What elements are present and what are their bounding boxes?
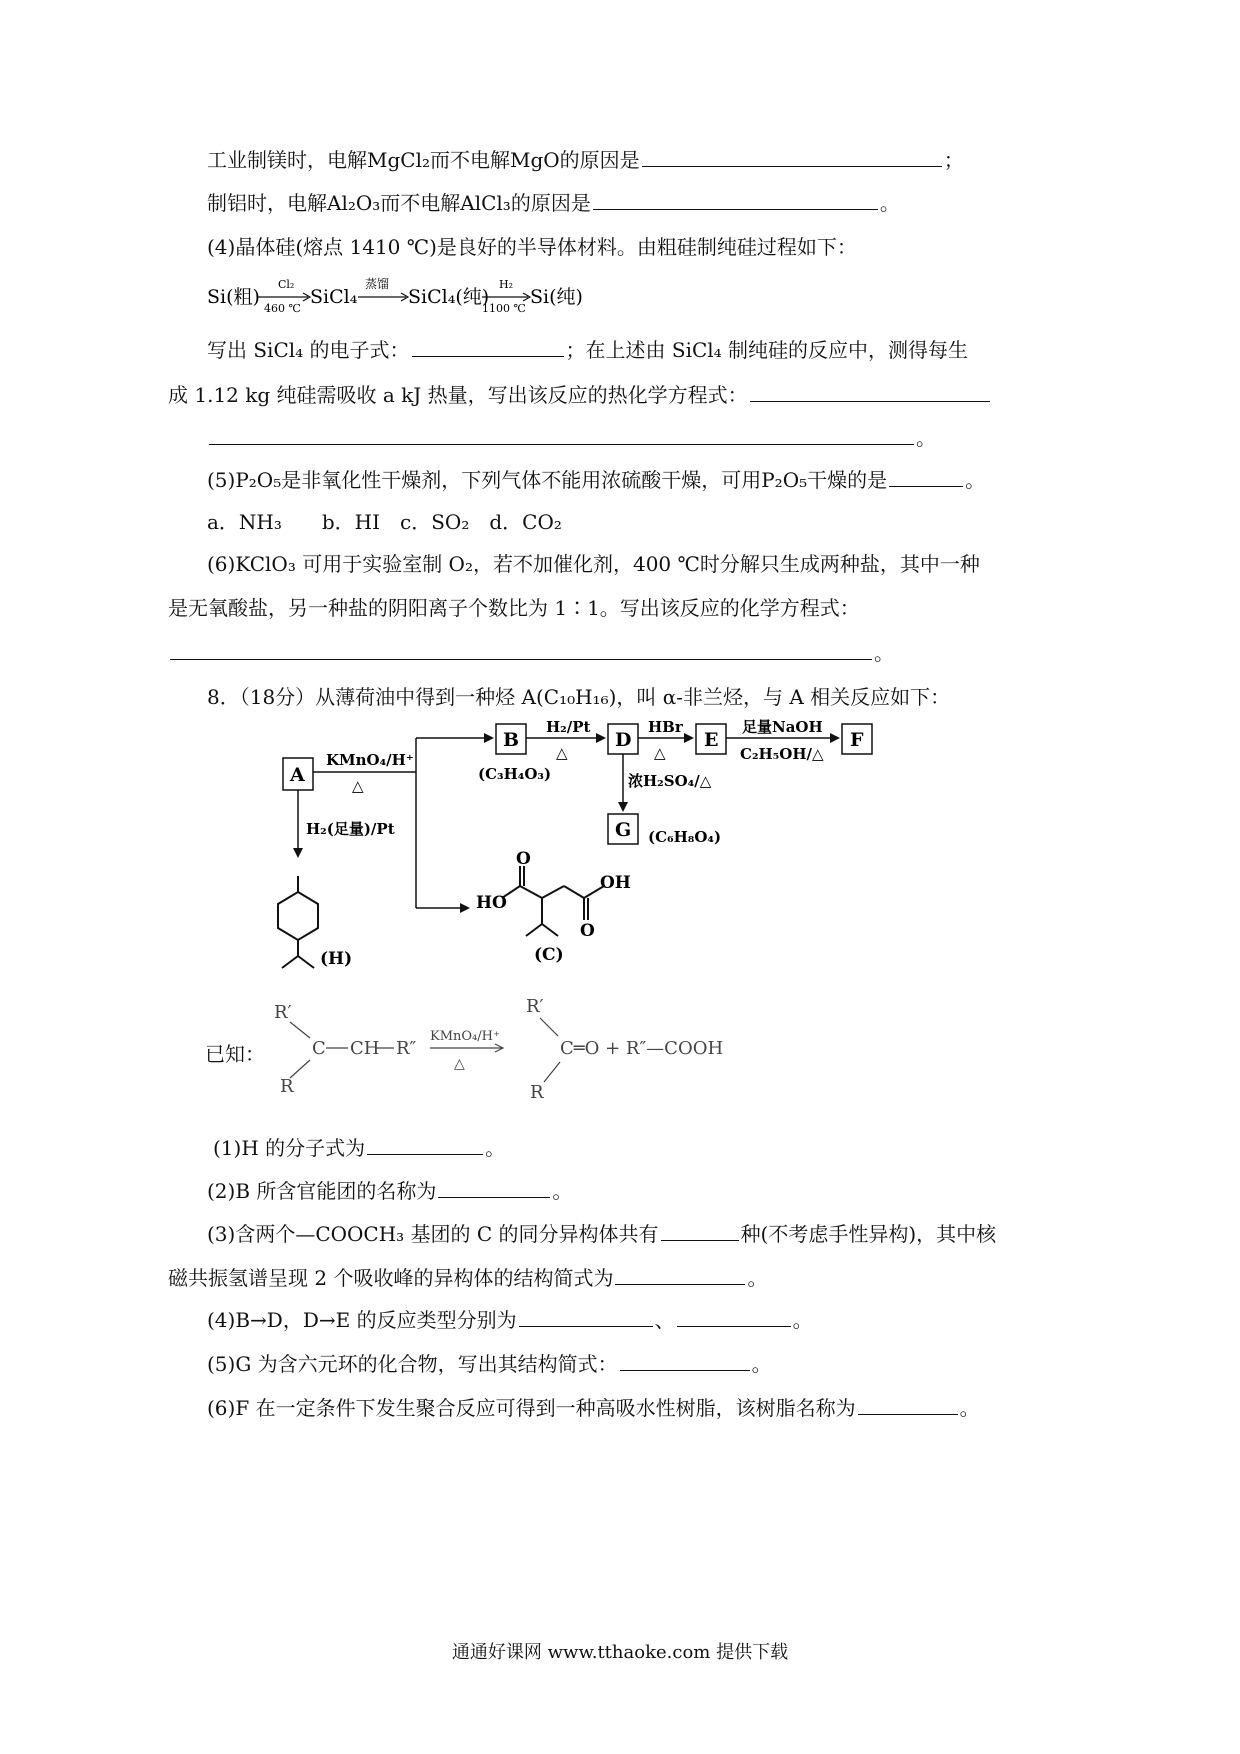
known-ch: CH	[350, 1038, 380, 1059]
answer-blank[interactable]	[615, 1264, 745, 1285]
answer-blank[interactable]	[170, 639, 872, 660]
sub-4: (4)B→D，D→E 的反应类型分别为 、 。	[207, 1308, 813, 1332]
reagent-hbr: HBr	[648, 718, 683, 736]
label-b: B	[503, 729, 520, 751]
sub-6: (6)F 在一定条件下发生聚合反应可得到一种高吸水性树脂，该树脂名称为 。	[207, 1396, 980, 1420]
label-a: A	[290, 764, 305, 786]
sicl4-pure: SiCl₄(纯)	[408, 286, 490, 308]
line-thermo: 成 1.12 kg 纯硅需吸收 a kJ 热量，写出该反应的热化学方程式：	[168, 381, 992, 408]
known-rp: R′	[274, 1002, 292, 1023]
question-8: 8．（18分）从薄荷油中得到一种烃 A(C₁₀H₁₆)，叫 α-非兰烃，与 A 相关反应如下：	[207, 685, 951, 709]
si-crude: Si(粗)	[207, 286, 260, 308]
cond-1100: 1100 ℃	[482, 302, 526, 315]
known-product: C═O + R″—COOH	[560, 1038, 724, 1059]
delta-bd: △	[556, 744, 568, 762]
known-r: R	[280, 1076, 294, 1097]
line-electron-formula: 写出 SiCl₄ 的电子式： ；在上述由 SiCl₄ 制纯硅的反应中，测得每生	[207, 338, 969, 362]
si-purification-scheme	[200, 272, 620, 318]
cond-cl2: Cl₂	[278, 278, 295, 291]
known-reaction	[268, 996, 758, 1106]
question-6-cont: 是无氧酸盐，另一种盐的阴阳离子个数比为 1∶1。写出该反应的化学方程式：	[168, 596, 860, 620]
reagent-naoh: 足量NaOH	[742, 718, 823, 736]
answer-blank[interactable]	[858, 1394, 958, 1415]
c-o-top: O	[516, 849, 531, 869]
known-c: C	[312, 1038, 326, 1059]
line-eq: 。	[168, 639, 894, 666]
sub-3-cont: 磁共振氢谱呈现 2 个吸收峰的异构体的结构简式为 。	[168, 1266, 768, 1290]
known-label: 已知：	[205, 1042, 265, 1066]
c-o-bottom: O	[580, 921, 595, 941]
question-6: (6)KClO₃ 可用于实验室制 O₂，若不加催化剂，400 ℃时分解只生成两种盐，其中一种	[207, 552, 980, 576]
known-delta: △	[454, 1056, 465, 1072]
line-thermo-cont: 。	[207, 424, 936, 451]
reagent-h2pt: H₂/Pt	[546, 718, 591, 736]
answer-blank[interactable]	[412, 336, 564, 357]
question-5-options: a．NH₃ b．HI c．SO₂ d．CO₂	[207, 510, 562, 534]
h-structure	[278, 876, 318, 968]
cond-460: 460 ℃	[264, 302, 301, 315]
answer-blank[interactable]	[593, 189, 878, 210]
question-4: (4)晶体硅(熔点 1410 ℃)是良好的半导体材料。由粗硅制纯硅过程如下：	[207, 235, 857, 259]
known-rpp: R″	[396, 1038, 417, 1059]
label-h: (H)	[320, 949, 353, 969]
answer-blank[interactable]	[642, 146, 942, 167]
delta-de: △	[654, 744, 666, 762]
reagent-ethanol: C₂H₅OH/△	[740, 745, 824, 763]
answer-blank[interactable]	[889, 466, 963, 487]
answer-blank[interactable]	[750, 381, 990, 402]
formula-g: (C₆H₈O₄)	[648, 828, 722, 846]
answer-blank[interactable]	[519, 1306, 653, 1327]
sub-3: (3)含两个—COOCH₃ 基团的 C 的同分异构体共有 种(不考虑手性异构)，其中核	[207, 1222, 997, 1246]
sub-5: (5)G 为含六元环的化合物，写出其结构简式： 。	[207, 1352, 772, 1376]
sicl4: SiCl₄	[310, 286, 358, 308]
label-d: D	[615, 729, 632, 751]
known-reagent: KMnO₄/H⁺	[430, 1029, 500, 1044]
cond-h2: H₂	[499, 278, 514, 291]
known-prod-r: R	[530, 1082, 544, 1103]
answer-blank[interactable]	[661, 1220, 739, 1241]
sub-2: (2)B 所含官能团的名称为 。	[207, 1179, 573, 1203]
label-c: (C)	[534, 945, 564, 965]
si-pure: Si(纯)	[530, 286, 583, 308]
delta-a: △	[352, 777, 364, 795]
answer-blank[interactable]	[209, 424, 914, 445]
label-f: F	[850, 729, 864, 751]
question-5: (5)P₂O₅是非氧化性干燥剂，下列气体不能用浓硫酸干燥，可用P₂O₅干燥的是 。	[207, 468, 986, 492]
answer-blank[interactable]	[367, 1134, 483, 1155]
sub-1: (1)H 的分子式为 。	[213, 1136, 506, 1160]
cond-distill: 蒸馏	[365, 277, 390, 291]
reagent-h2-excess: H₂(足量)/Pt	[306, 820, 395, 838]
page-footer: 通通好课网 www.tthaoke.com 提供下载	[451, 1642, 789, 1663]
reagent-h2so4: 浓H₂SO₄/△	[628, 772, 712, 790]
c-ho: HO	[476, 893, 507, 913]
c-oh: OH	[600, 873, 631, 893]
label-g: G	[615, 819, 632, 841]
line-mg: 工业制镁时，电解MgCl₂而不电解MgO的原因是 ；	[207, 148, 964, 172]
reagent-kmno4: KMnO₄/H⁺	[326, 751, 414, 769]
known-prod-rp: R′	[526, 996, 544, 1017]
answer-blank[interactable]	[620, 1350, 750, 1371]
line-al: 制铝时，电解Al₂O₃而不电解AlCl₃的原因是 。	[207, 191, 900, 215]
formula-b: (C₃H₄O₃)	[478, 765, 552, 783]
reaction-scheme	[270, 712, 970, 992]
answer-blank[interactable]	[677, 1306, 791, 1327]
answer-blank[interactable]	[438, 1177, 550, 1198]
label-e: E	[704, 729, 719, 751]
